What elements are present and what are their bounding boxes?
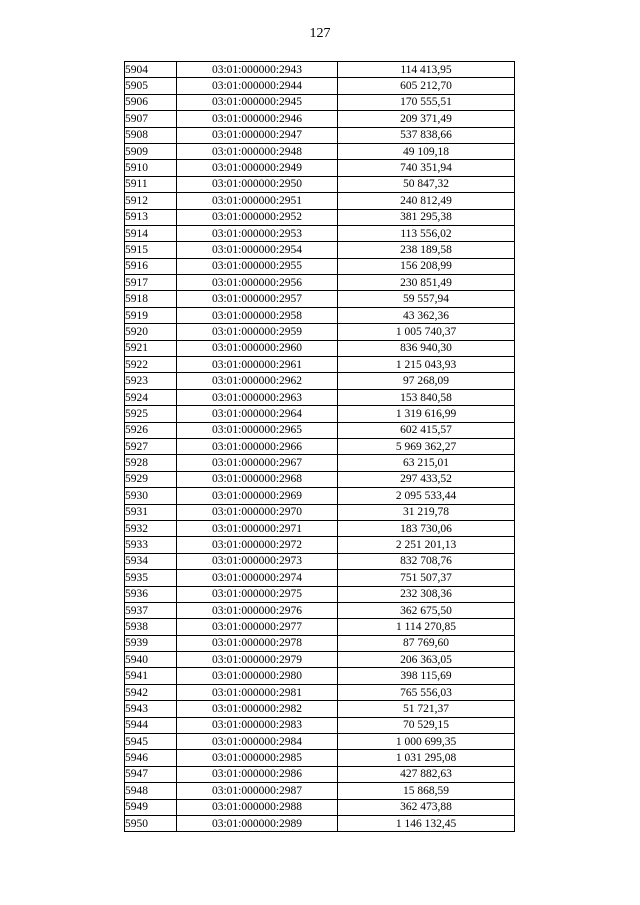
cadastral-number-cell: 03:01:000000:2958: [177, 307, 338, 323]
value-cell: 427 882,63: [338, 766, 515, 782]
value-cell: 63 215,01: [338, 455, 515, 471]
value-cell: 765 556,03: [338, 684, 515, 700]
cadastral-number-cell: 03:01:000000:2980: [177, 668, 338, 684]
row-number-cell: 5908: [125, 127, 177, 143]
value-cell: 70 529,15: [338, 717, 515, 733]
cadastral-number-cell: 03:01:000000:2954: [177, 242, 338, 258]
table-row: [125, 357, 515, 373]
page-number: 127: [309, 26, 331, 41]
value-cell: 240 812,49: [338, 193, 515, 209]
row-number-cell: 5924: [125, 389, 177, 405]
cadastral-number-cell: 03:01:000000:2955: [177, 258, 338, 274]
value-cell: 183 730,06: [338, 520, 515, 536]
value-cell: 362 675,50: [338, 602, 515, 618]
cadastral-number-cell: 03:01:000000:2966: [177, 438, 338, 454]
value-cell: 602 415,57: [338, 422, 515, 438]
value-cell: 537 838,66: [338, 127, 515, 143]
row-number-cell: 5925: [125, 406, 177, 422]
value-cell: 398 115,69: [338, 668, 515, 684]
table-row: [125, 504, 515, 520]
cadastral-number-cell: 03:01:000000:2982: [177, 701, 338, 717]
table-row: [125, 553, 515, 569]
table-row: [125, 488, 515, 504]
table-row: [125, 324, 515, 340]
row-number-cell: 5911: [125, 176, 177, 192]
row-number-cell: 5948: [125, 783, 177, 799]
value-cell: 87 769,60: [338, 635, 515, 651]
table-row: [125, 78, 515, 94]
table-row: [125, 160, 515, 176]
row-number-cell: 5914: [125, 225, 177, 241]
row-number-cell: 5931: [125, 504, 177, 520]
row-number-cell: 5910: [125, 160, 177, 176]
cadastral-number-cell: 03:01:000000:2984: [177, 734, 338, 750]
value-cell: 153 840,58: [338, 389, 515, 405]
table-row: [125, 340, 515, 356]
row-number-cell: 5917: [125, 275, 177, 291]
table-row: [125, 275, 515, 291]
table-row: [125, 94, 515, 110]
table-row: [125, 471, 515, 487]
value-cell: 59 557,94: [338, 291, 515, 307]
table-row: [125, 406, 515, 422]
cadastral-number-cell: 03:01:000000:2962: [177, 373, 338, 389]
table-row: [125, 422, 515, 438]
value-cell: 2 251 201,13: [338, 537, 515, 553]
row-number-cell: 5904: [125, 62, 177, 78]
value-cell: 740 351,94: [338, 160, 515, 176]
cadastral-number-cell: 03:01:000000:2960: [177, 340, 338, 356]
cadastral-number-cell: 03:01:000000:2951: [177, 193, 338, 209]
row-number-cell: 5912: [125, 193, 177, 209]
cadastral-number-cell: 03:01:000000:2968: [177, 471, 338, 487]
cadastral-number-cell: 03:01:000000:2989: [177, 815, 338, 831]
cadastral-value-table: [124, 61, 515, 832]
value-cell: 49 109,18: [338, 143, 515, 159]
table-row: [125, 389, 515, 405]
table-row: [125, 734, 515, 750]
cadastral-number-cell: 03:01:000000:2981: [177, 684, 338, 700]
value-cell: 362 473,88: [338, 799, 515, 815]
table-row: [125, 570, 515, 586]
table-row: [125, 799, 515, 815]
value-cell: 5 969 362,27: [338, 438, 515, 454]
table-row: [125, 750, 515, 766]
table-row: [125, 783, 515, 799]
row-number-cell: 5923: [125, 373, 177, 389]
value-cell: 230 851,49: [338, 275, 515, 291]
row-number-cell: 5928: [125, 455, 177, 471]
value-cell: 31 219,78: [338, 504, 515, 520]
value-cell: 114 413,95: [338, 62, 515, 78]
row-number-cell: 5906: [125, 94, 177, 110]
cadastral-number-cell: 03:01:000000:2975: [177, 586, 338, 602]
cadastral-number-cell: 03:01:000000:2987: [177, 783, 338, 799]
cadastral-number-cell: 03:01:000000:2952: [177, 209, 338, 225]
value-cell: 43 362,36: [338, 307, 515, 323]
cadastral-number-cell: 03:01:000000:2963: [177, 389, 338, 405]
cadastral-number-cell: 03:01:000000:2973: [177, 553, 338, 569]
value-cell: 297 433,52: [338, 471, 515, 487]
row-number-cell: 5913: [125, 209, 177, 225]
cadastral-number-cell: 03:01:000000:2947: [177, 127, 338, 143]
value-cell: 170 555,51: [338, 94, 515, 110]
cadastral-number-cell: 03:01:000000:2950: [177, 176, 338, 192]
cadastral-number-cell: 03:01:000000:2969: [177, 488, 338, 504]
table-row: [125, 668, 515, 684]
row-number-cell: 5932: [125, 520, 177, 536]
row-number-cell: 5921: [125, 340, 177, 356]
row-number-cell: 5938: [125, 619, 177, 635]
value-cell: 50 847,32: [338, 176, 515, 192]
table-row: [125, 635, 515, 651]
row-number-cell: 5937: [125, 602, 177, 618]
cadastral-number-cell: 03:01:000000:2972: [177, 537, 338, 553]
value-cell: 836 940,30: [338, 340, 515, 356]
cadastral-number-cell: 03:01:000000:2983: [177, 717, 338, 733]
row-number-cell: 5919: [125, 307, 177, 323]
row-number-cell: 5922: [125, 357, 177, 373]
cadastral-number-cell: 03:01:000000:2945: [177, 94, 338, 110]
row-number-cell: 5934: [125, 553, 177, 569]
cadastral-number-cell: 03:01:000000:2949: [177, 160, 338, 176]
row-number-cell: 5949: [125, 799, 177, 815]
cadastral-number-cell: 03:01:000000:2974: [177, 570, 338, 586]
value-cell: 605 212,70: [338, 78, 515, 94]
table-row: [125, 209, 515, 225]
table-row: [125, 701, 515, 717]
row-number-cell: 5935: [125, 570, 177, 586]
cadastral-number-cell: 03:01:000000:2956: [177, 275, 338, 291]
table-row: [125, 258, 515, 274]
value-cell: 1 146 132,45: [338, 815, 515, 831]
table-row: [125, 766, 515, 782]
table-row: [125, 537, 515, 553]
row-number-cell: 5930: [125, 488, 177, 504]
row-number-cell: 5929: [125, 471, 177, 487]
table-row: [125, 143, 515, 159]
cadastral-number-cell: 03:01:000000:2965: [177, 422, 338, 438]
cadastral-number-cell: 03:01:000000:2978: [177, 635, 338, 651]
table-row: [125, 176, 515, 192]
table-row: [125, 520, 515, 536]
row-number-cell: 5926: [125, 422, 177, 438]
row-number-cell: 5918: [125, 291, 177, 307]
value-cell: 51 721,37: [338, 701, 515, 717]
value-cell: 1 215 043,93: [338, 357, 515, 373]
cadastral-number-cell: 03:01:000000:2979: [177, 652, 338, 668]
table-row: [125, 307, 515, 323]
value-cell: 97 268,09: [338, 373, 515, 389]
row-number-cell: 5942: [125, 684, 177, 700]
row-number-cell: 5933: [125, 537, 177, 553]
table-row: [125, 586, 515, 602]
row-number-cell: 5907: [125, 111, 177, 127]
cadastral-number-cell: 03:01:000000:2986: [177, 766, 338, 782]
table-row: [125, 127, 515, 143]
cadastral-number-cell: 03:01:000000:2971: [177, 520, 338, 536]
table-row: [125, 242, 515, 258]
cadastral-number-cell: 03:01:000000:2967: [177, 455, 338, 471]
cadastral-number-cell: 03:01:000000:2953: [177, 225, 338, 241]
row-number-cell: 5905: [125, 78, 177, 94]
value-cell: 1 319 616,99: [338, 406, 515, 422]
row-number-cell: 5915: [125, 242, 177, 258]
row-number-cell: 5943: [125, 701, 177, 717]
table-row: [125, 684, 515, 700]
table-row: [125, 438, 515, 454]
value-cell: 15 868,59: [338, 783, 515, 799]
value-cell: 1 005 740,37: [338, 324, 515, 340]
cadastral-number-cell: 03:01:000000:2976: [177, 602, 338, 618]
value-cell: 2 095 533,44: [338, 488, 515, 504]
table-row: [125, 193, 515, 209]
value-cell: 206 363,05: [338, 652, 515, 668]
table-row: [125, 111, 515, 127]
value-cell: 1 000 699,35: [338, 734, 515, 750]
row-number-cell: 5916: [125, 258, 177, 274]
cadastral-number-cell: 03:01:000000:2946: [177, 111, 338, 127]
value-cell: 1 031 295,08: [338, 750, 515, 766]
value-cell: 232 308,36: [338, 586, 515, 602]
table-row: [125, 455, 515, 471]
cadastral-number-cell: 03:01:000000:2961: [177, 357, 338, 373]
table-row: [125, 815, 515, 831]
cadastral-number-cell: 03:01:000000:2985: [177, 750, 338, 766]
cadastral-number-cell: 03:01:000000:2957: [177, 291, 338, 307]
value-cell: 1 114 270,85: [338, 619, 515, 635]
row-number-cell: 5920: [125, 324, 177, 340]
table-row: [125, 717, 515, 733]
cadastral-number-cell: 03:01:000000:2964: [177, 406, 338, 422]
table-row: [125, 602, 515, 618]
value-cell: 381 295,38: [338, 209, 515, 225]
value-cell: 156 208,99: [338, 258, 515, 274]
row-number-cell: 5939: [125, 635, 177, 651]
cadastral-number-cell: 03:01:000000:2988: [177, 799, 338, 815]
table-row: [125, 373, 515, 389]
cadastral-number-cell: 03:01:000000:2970: [177, 504, 338, 520]
row-number-cell: 5944: [125, 717, 177, 733]
row-number-cell: 5909: [125, 143, 177, 159]
cadastral-number-cell: 03:01:000000:2948: [177, 143, 338, 159]
row-number-cell: 5945: [125, 734, 177, 750]
row-number-cell: 5927: [125, 438, 177, 454]
value-cell: 238 189,58: [338, 242, 515, 258]
value-cell: 113 556,02: [338, 225, 515, 241]
row-number-cell: 5941: [125, 668, 177, 684]
cadastral-number-cell: 03:01:000000:2944: [177, 78, 338, 94]
table-body: [125, 62, 515, 832]
row-number-cell: 5940: [125, 652, 177, 668]
value-cell: 751 507,37: [338, 570, 515, 586]
row-number-cell: 5936: [125, 586, 177, 602]
row-number-cell: 5947: [125, 766, 177, 782]
value-cell: 209 371,49: [338, 111, 515, 127]
value-cell: 832 708,76: [338, 553, 515, 569]
row-number-cell: 5946: [125, 750, 177, 766]
cadastral-number-cell: 03:01:000000:2959: [177, 324, 338, 340]
table-row: [125, 225, 515, 241]
cadastral-number-cell: 03:01:000000:2977: [177, 619, 338, 635]
cadastral-number-cell: 03:01:000000:2943: [177, 62, 338, 78]
table-row: [125, 619, 515, 635]
row-number-cell: 5950: [125, 815, 177, 831]
table-row: [125, 291, 515, 307]
table-row: [125, 652, 515, 668]
table-row: [125, 62, 515, 78]
